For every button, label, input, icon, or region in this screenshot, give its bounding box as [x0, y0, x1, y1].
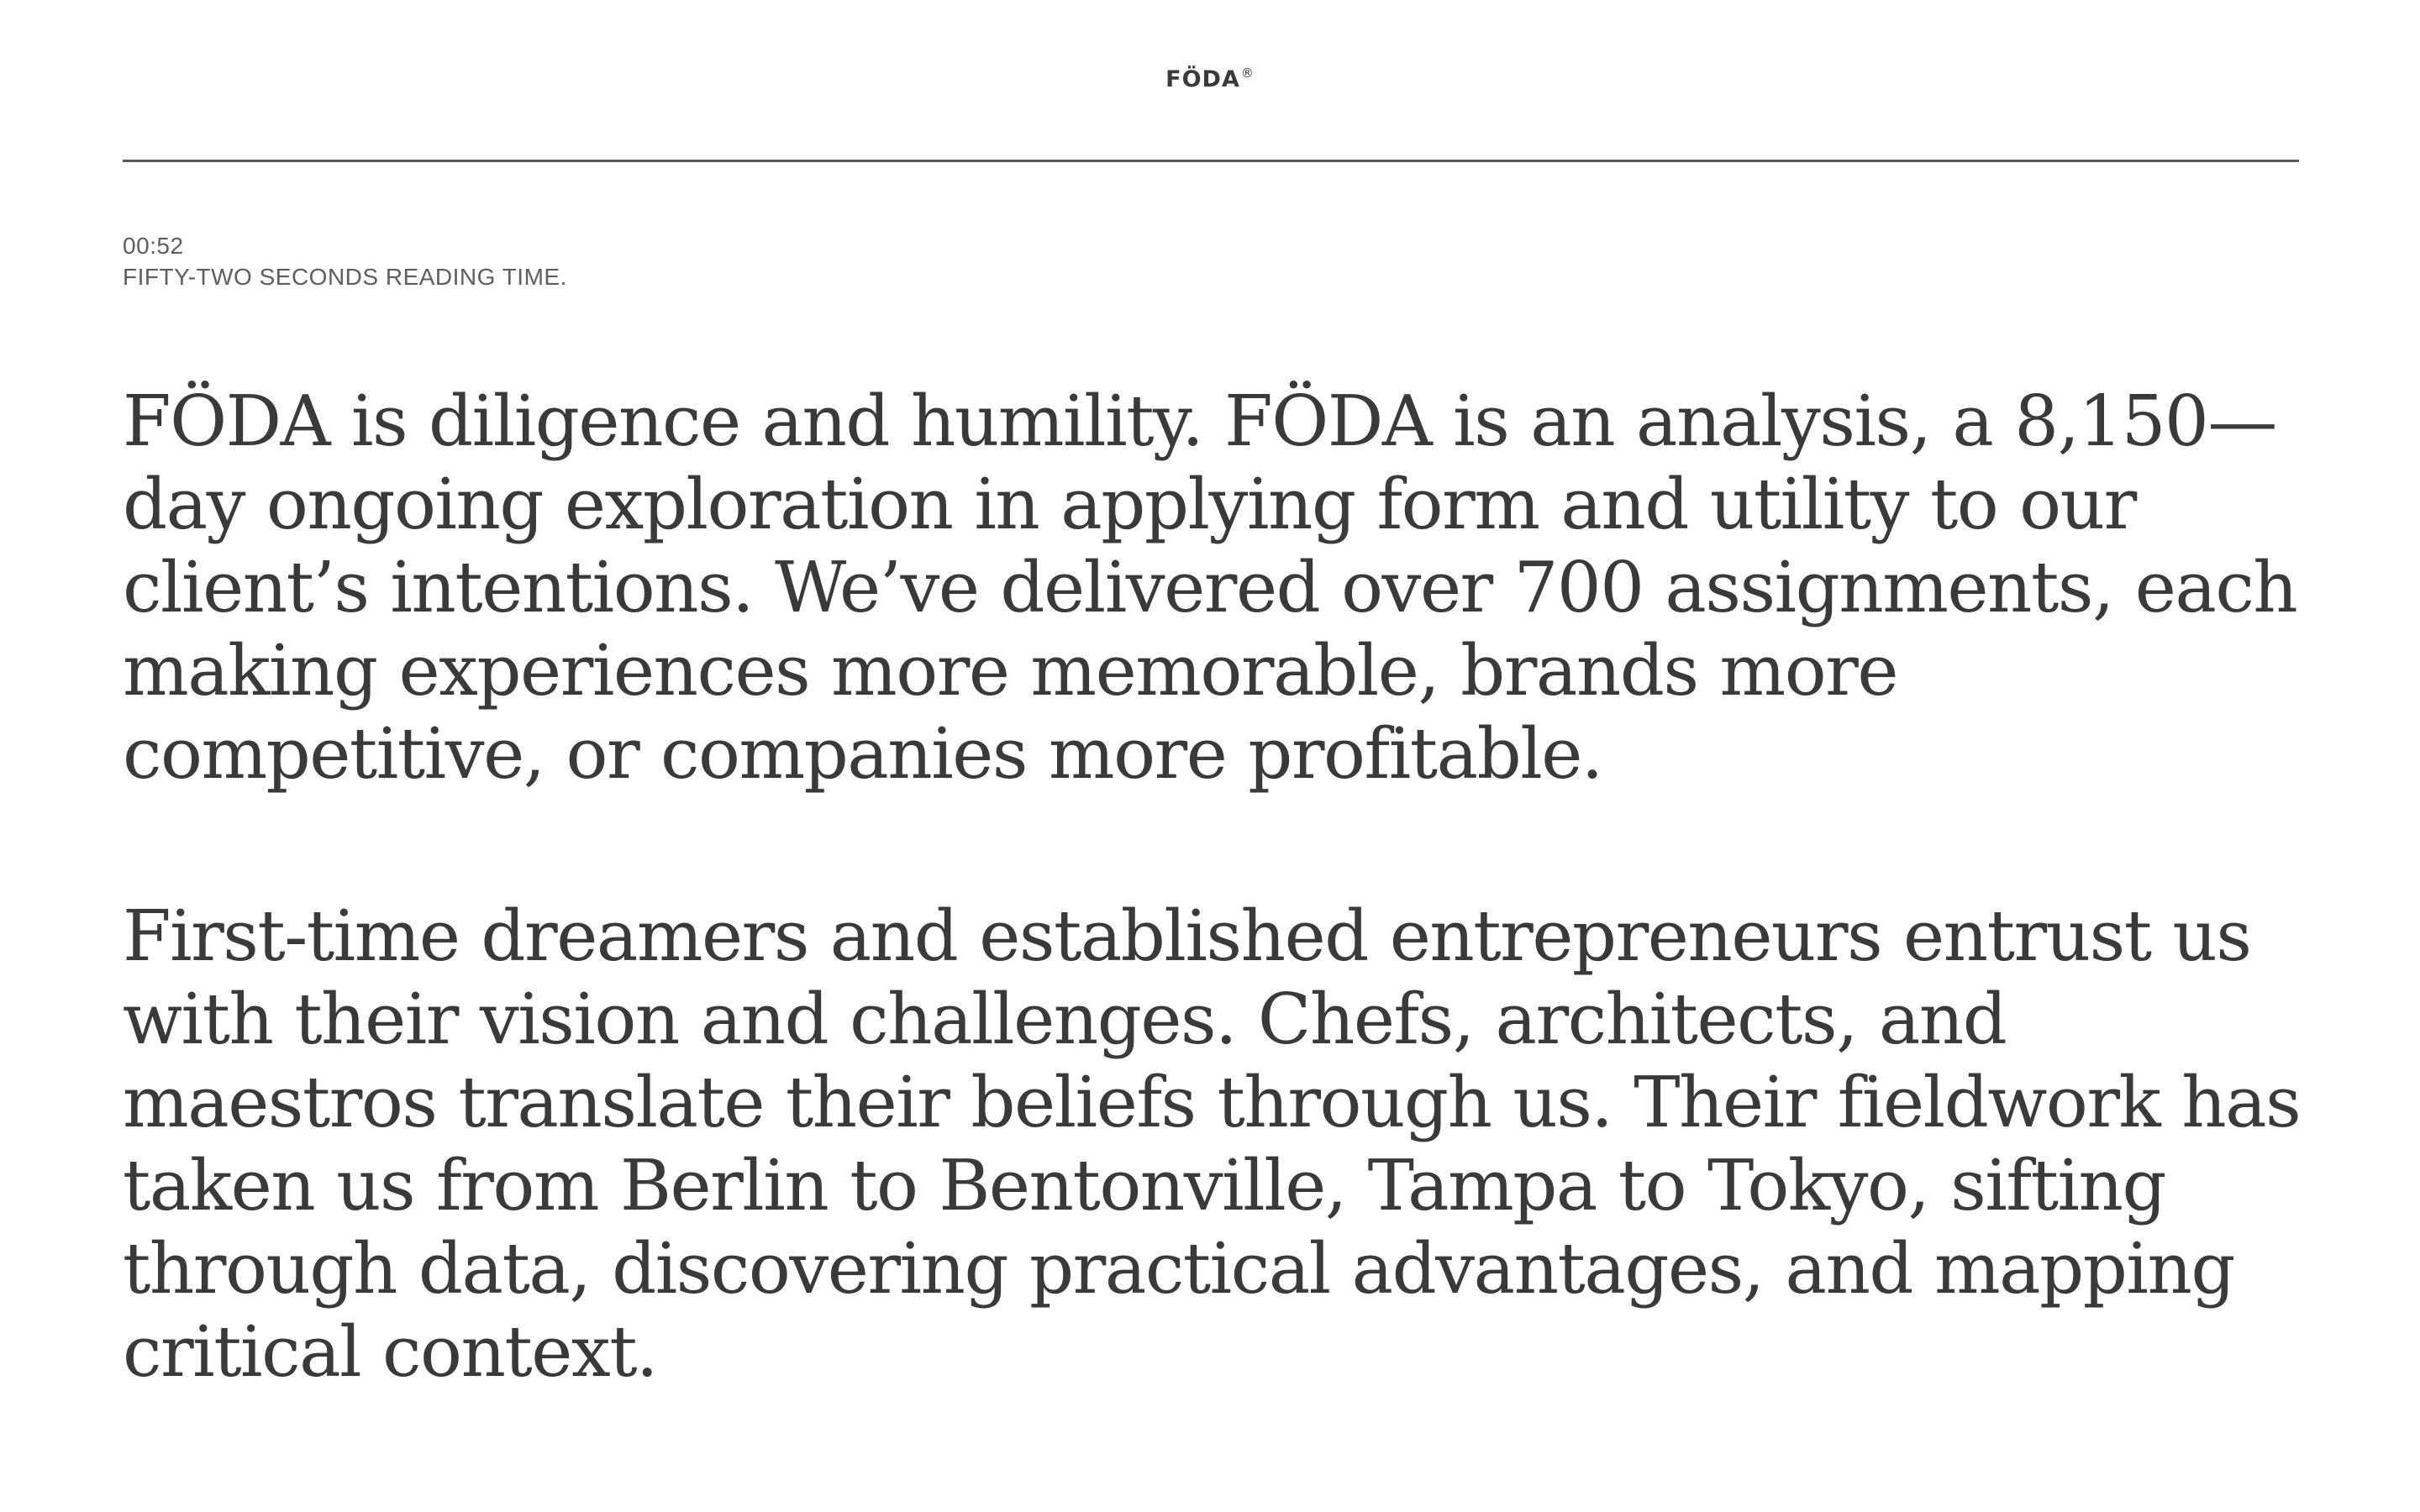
- header-divider: [123, 160, 2299, 162]
- main-content: [123, 380, 2307, 1394]
- reading-time-label: FIFTY-TWO SECONDS READING TIME.: [123, 264, 567, 290]
- intro-paragraph: FÖDA is diligence and humility. FÖDA is an analysis, a 8,150—day ongoing exploration in applying form and utility to our client’s intentions. We’ve delivered over 700 assignments, each making experiences more memorable, brands more competitive, or companies more profitable.: [123, 381, 2297, 795]
- reading-time: [123, 230, 567, 292]
- registered-mark: ®: [1240, 66, 1255, 81]
- site-header: [0, 0, 2420, 161]
- clients-paragraph: First-time dreamers and established entrepreneurs entrust us with their vision and challenges. Chefs, architects, and maestros translate their beliefs through us. Their fieldwork has taken us from Berlin to Bentonville, Tampa to Tokyo, sifting through data, discovering practical advantages, and mapping critical context.: [123, 895, 2301, 1393]
- brand-name: FÖDA: [1165, 66, 1240, 92]
- reading-duration: 00:52: [123, 233, 184, 259]
- brand-logo[interactable]: [1165, 66, 1255, 92]
